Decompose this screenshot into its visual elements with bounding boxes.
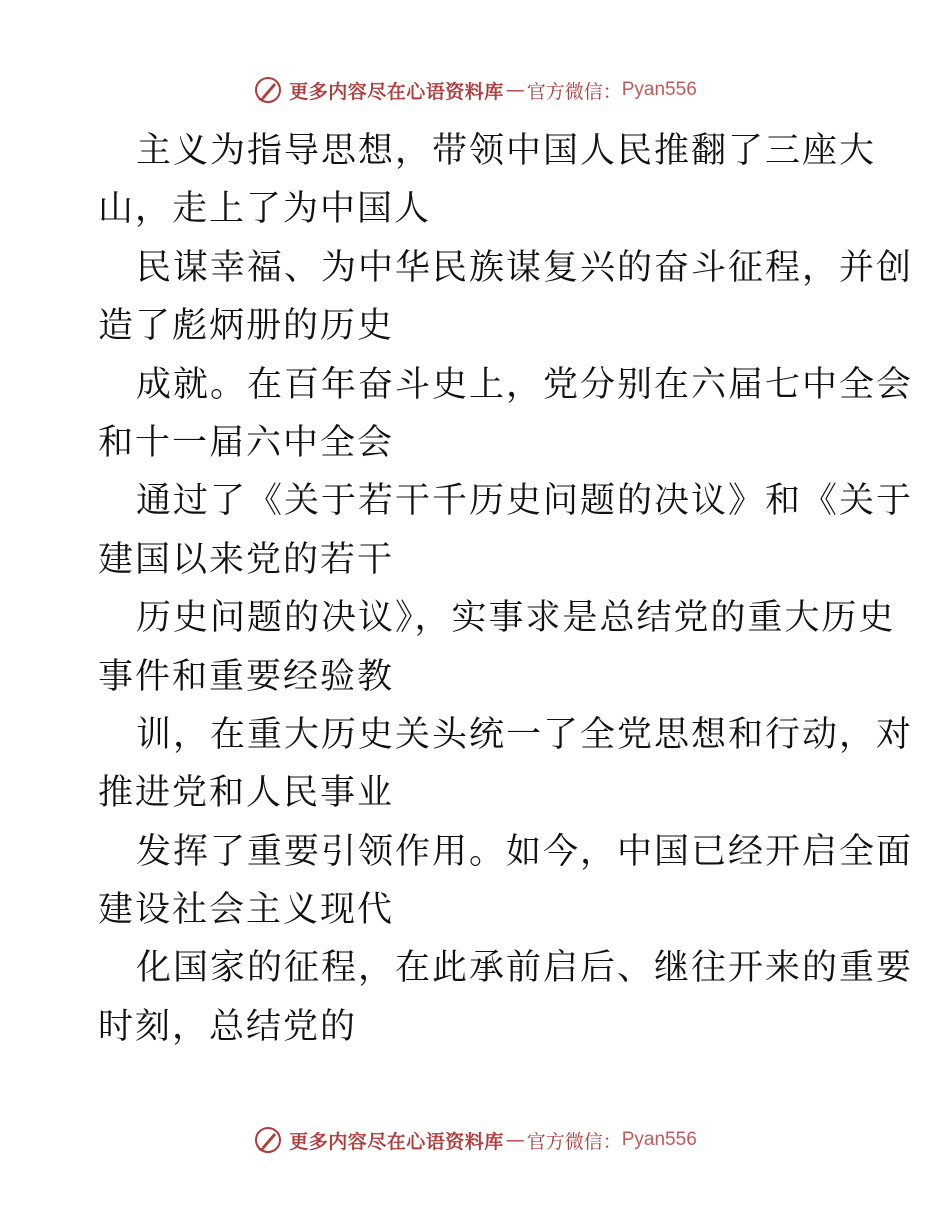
text-line: 主义为指导思想，带领中国人民推翻了三座大 [136,131,877,171]
text-line: 训，在重大历史关头统一了全党思想和行动，对 [136,714,914,755]
watermark-sub-text: 官方微信： [526,80,622,103]
text-line: 造了彪炳册的历史 [98,306,395,347]
watermark-sub-text: 官方微信： [526,1130,622,1153]
quill-logo-icon [253,1125,283,1155]
footer-watermark [0,1120,950,1160]
text-line: 时刻，总结党的 [98,1006,358,1047]
watermark-wechat-id: Pyan556 [621,1129,697,1150]
text-line: 山，走上了为中国人 [98,189,432,230]
body-text [98,122,914,1056]
quill-logo-icon [253,75,283,105]
text-line: 历史问题的决议》，实事求是总结党的重大历史 [136,598,896,639]
watermark-dash: — [505,79,525,101]
watermark-wechat-id: Pyan556 [621,79,697,100]
text-line: 化国家的征程，在此承前启后、继往开来的重要 [136,948,914,989]
text-line: 通过了《关于若干千历史问题的决议》和《关于 [136,481,914,522]
text-line: 发挥了重要引领作用。如今，中国已经开启全面 [136,831,914,872]
text-line: 和十一届六中全会 [98,422,395,463]
watermark-main-text: 更多内容尽在心语资料库 [289,80,504,103]
text-line: 成就。在百年奋斗史上，党分别在六届七中全会 [136,364,914,405]
text-line: 建设社会主义现代 [98,890,395,931]
text-line: 建国以来党的若干 [98,539,395,580]
watermark-main-text: 更多内容尽在心语资料库 [289,1130,504,1153]
text-line: 事件和重要经验教 [98,656,395,697]
text-line: 推进党和人民事业 [98,773,395,814]
text-line: 民谋幸福、为中华民族谋复兴的奋斗征程，并创 [136,247,914,288]
watermark-dash: — [505,1129,525,1151]
header-watermark [0,70,950,110]
